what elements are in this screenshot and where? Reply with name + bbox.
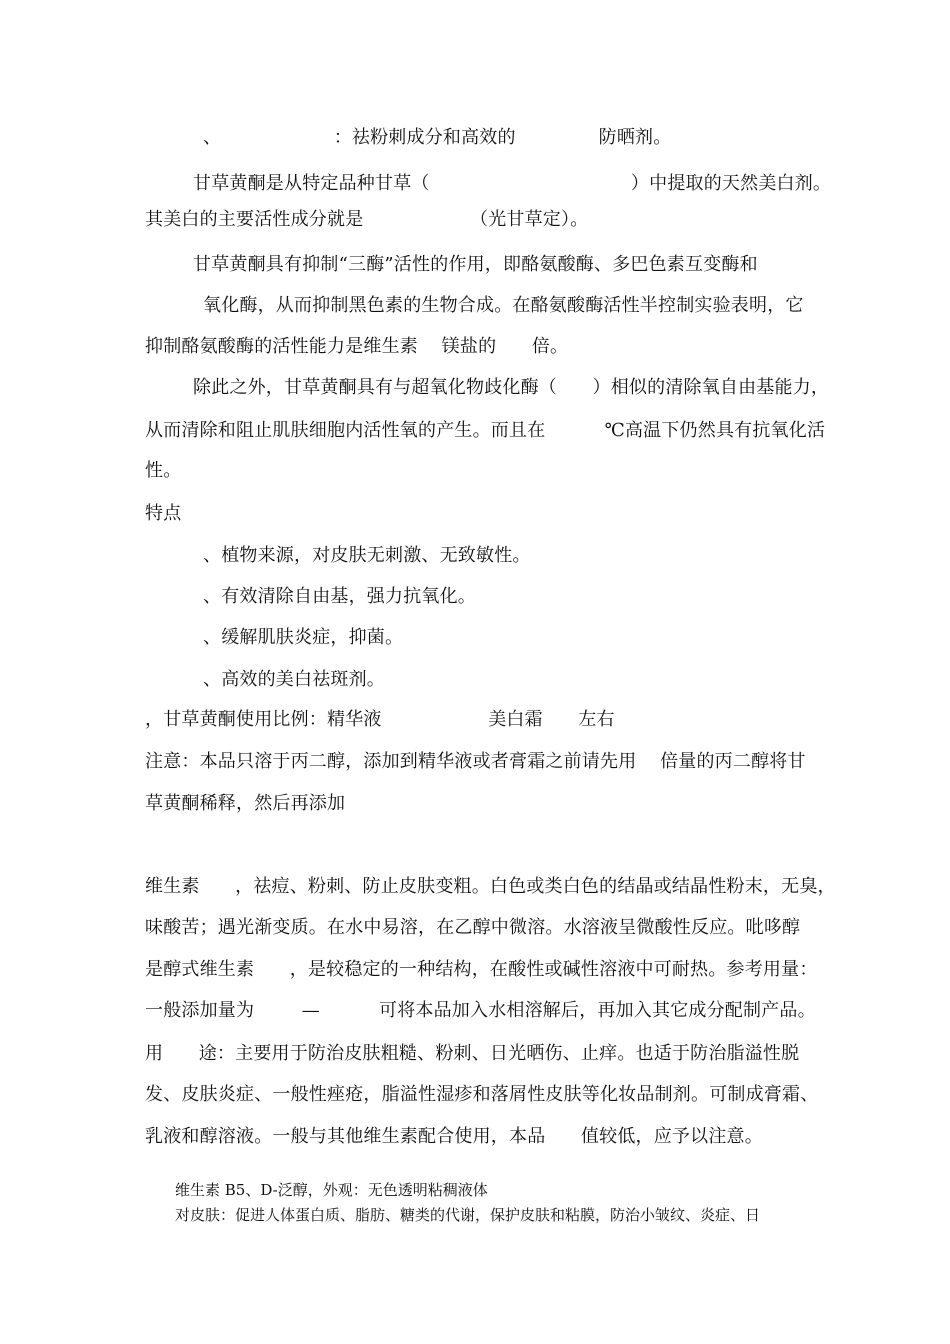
text-line: 抑制酪氨酸酶的活性能力是维生素 镁盐的 倍。	[145, 336, 569, 357]
text-line: 性。	[145, 460, 182, 481]
text-line: 乳液和醇溶液。一般与其他维生素配合使用，本品 值较低，应予以注意。	[145, 1126, 763, 1147]
text-line: 是醇式维生素 ，是较稳定的一种结构，在酸性或碱性溶液中可耐热。参考用量：	[145, 959, 818, 980]
text-line: 草黄酮稀释，然后再添加	[145, 793, 346, 814]
text-line: 注意：本品只溶于丙二醇，添加到精华液或者膏霜之前请先用 倍量的丙二醇将甘	[145, 751, 806, 772]
list-item: 、植物来源，对皮肤无刺激、无致敏性。	[203, 545, 531, 566]
text-line: 氧化酶，从而抑制黑色素的生物合成。在酪氨酸酶活性半控制实验表明，它	[203, 295, 804, 316]
text-line: 从而清除和阻止肌肤细胞内活性氧的产生。而且在 ℃高温下仍然具有抗氧化活	[145, 420, 826, 441]
text-line: 其美白的主要活性成分就是 （光甘草定）。	[145, 209, 589, 230]
text-line: 维生素 ，祛痘、粉刺、防止皮肤变粗。白色或类白色的结晶或结晶性粉末，无臭，	[145, 876, 836, 897]
section-heading: 特点	[145, 503, 182, 524]
text-line: 维生素 B5、D-泛醇，外观：无色透明粘稠液体	[175, 1181, 488, 1199]
text-line: 对皮肤：促进人体蛋白质、脂肪、糖类的代谢，保护皮肤和粘膜，防治小皱纹、炎症、日	[175, 1206, 761, 1224]
text-line: 除此之外，甘草黄酮具有与超氧化物歧化酶（ ）相似的清除氧自由基能力，	[193, 377, 830, 398]
list-item: 、有效清除自由基，强力抗氧化。	[203, 586, 476, 607]
text-line: 用 途：主要用于防治皮肤粗糙、粉刺、日光晒伤、止痒。也适于防治脂溢性脱	[145, 1043, 800, 1064]
text-line: 甘草黄酮是从特定品种甘草（ ）中提取的天然美白剂。	[193, 173, 832, 194]
text-line: 味酸苦；遇光渐变质。在水中易溶，在乙醇中微溶。水溶液呈微酸性反应。吡哆醇	[145, 917, 801, 938]
text-line: 发、皮肤炎症、一般性痤疮，脂溢性湿疹和落屑性皮肤等化妆品制剂。可制成膏霜、	[145, 1084, 819, 1105]
text-line: 一般添加量为 — 可将本品加入水相溶解后，再加入其它成分配制产品。	[145, 1000, 816, 1021]
text-line: 甘草黄酮具有抑制“三酶”活性的作用，即酪氨酸酶、多巴色素互变酶和	[193, 254, 758, 275]
text-line: ，甘草黄酮使用比例：精华液 美白霜 左右	[145, 709, 615, 730]
text-line: 、 ：祛粉刺成分和高效的 防晒剂。	[203, 127, 672, 148]
list-item: 、缓解肌肤炎症，抑菌。	[203, 627, 404, 648]
list-item: 、高效的美白祛斑剂。	[203, 669, 385, 690]
